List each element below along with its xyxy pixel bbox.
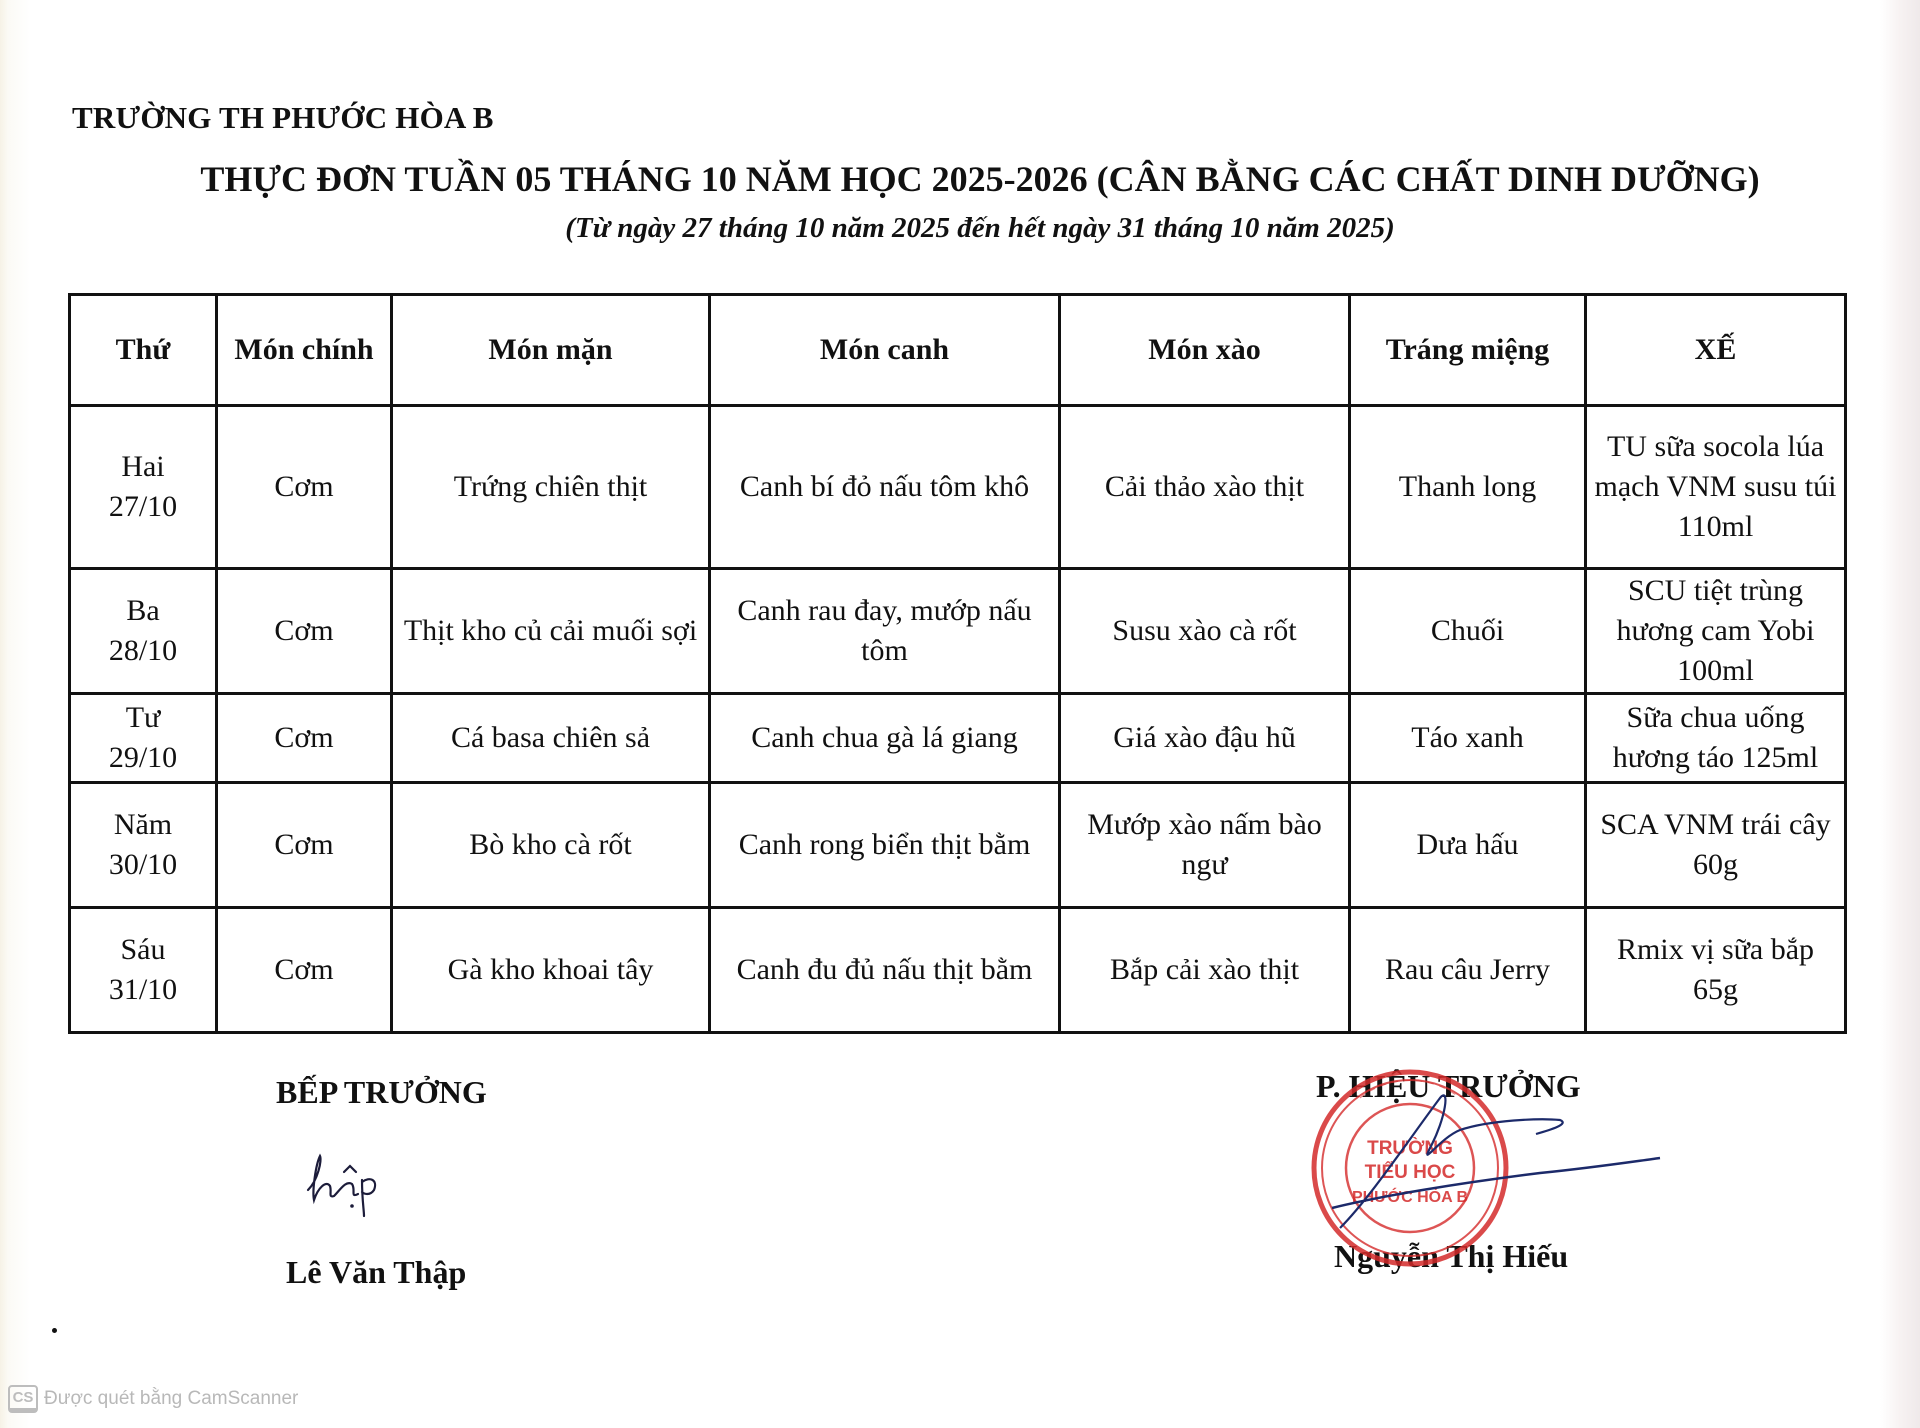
day-name: Năm [113,808,173,841]
stir-fry-cell: Giá xào đậu hũ [1060,694,1350,783]
day-cell [70,783,217,908]
main-dish-cell: Cơm [217,783,392,908]
column-header-savory-dish: Món mặn [392,295,710,406]
savory-dish-cell: Gà kho khoai tây [392,908,710,1033]
day-date: 28/10 [108,634,178,667]
column-header-main-dish: Món chính [217,295,392,406]
soup-cell: Canh đu đủ nấu thịt bằm [710,908,1060,1033]
stir-fry-cell: Bắp cải xào thịt [1060,908,1350,1033]
soup-cell: Canh bí đỏ nấu tôm khô [710,406,1060,569]
day-cell [70,406,217,569]
scan-speck [52,1328,57,1333]
column-header-dessert: Tráng miệng [1350,295,1586,406]
snack-cell: SCU tiệt trùng hương cam Yobi 100ml [1586,569,1846,694]
column-header-stir-fry: Món xào [1060,295,1350,406]
watermark-text: Được quét bằng CamScanner [44,1388,299,1409]
main-dish-cell: Cơm [217,908,392,1033]
main-dish-cell: Cơm [217,569,392,694]
column-header-snack: XẾ [1586,295,1846,406]
day-cell [70,908,217,1033]
stir-fry-cell: Susu xào cà rốt [1060,569,1350,694]
table-header-row [70,295,1846,406]
main-dish-cell: Cơm [217,694,392,783]
stir-fry-cell: Cải thảo xào thịt [1060,406,1350,569]
head-chef-title: BẾP TRƯỞNG [276,1074,487,1110]
camscanner-logo-icon: CS [8,1385,38,1413]
savory-dish-cell: Thịt kho củ cải muối sợi [392,569,710,694]
camscanner-watermark [8,1385,298,1413]
day-name: Tư [125,701,161,734]
date-range-subtitle: (Từ ngày 27 tháng 10 năm 2025 đến hết ngày 31 tháng 10 năm 2025) [565,212,1395,244]
dessert-cell: Thanh long [1350,406,1586,569]
school-name: TRƯỜNG TH PHƯỚC HÒA B [72,100,494,135]
day-name: Sáu [120,933,166,966]
red-seal-stamp-icon [1300,1058,1680,1278]
svg-text:TRƯỜNG: TRƯỜNG [1367,1138,1453,1159]
head-chef-signature [300,1150,410,1245]
savory-dish-cell: Bò kho cà rốt [392,783,710,908]
stir-fry-cell: Mướp xào nấm bào ngư [1060,783,1350,908]
dessert-cell: Táo xanh [1350,694,1586,783]
day-date: 30/10 [108,848,178,881]
soup-cell: Canh rong biển thịt bằm [710,783,1060,908]
weekly-menu-table [68,293,1847,1034]
snack-cell: TU sữa socola lúa mạch VNM susu túi 110ml [1586,406,1846,569]
day-name: Ba [126,594,160,627]
table-row [70,908,1846,1033]
main-dish-cell: Cơm [217,406,392,569]
head-chef-name: Lê Văn Thập [286,1254,467,1290]
column-header-day: Thứ [70,295,217,406]
dessert-cell: Dưa hấu [1350,783,1586,908]
dessert-cell: Chuối [1350,569,1586,694]
day-name: Hai [121,450,165,483]
day-date: 29/10 [108,741,178,774]
snack-cell: SCA VNM trái cây 60g [1586,783,1846,908]
soup-cell: Canh rau đay, mướp nấu tôm [710,569,1060,694]
day-date: 27/10 [108,490,178,523]
savory-dish-cell: Cá basa chiên sả [392,694,710,783]
day-date: 31/10 [108,973,178,1006]
snack-cell: Rmix vị sữa bắp 65g [1586,908,1846,1033]
day-cell [70,694,217,783]
soup-cell: Canh chua gà lá giang [710,694,1060,783]
day-cell [70,569,217,694]
column-header-soup: Món canh [710,295,1060,406]
document-title: THỰC ĐƠN TUẦN 05 THÁNG 10 NĂM HỌC 2025-2026 (CÂN BẰNG CÁC CHẤT DINH DƯỠNG) [200,159,1760,199]
savory-dish-cell: Trứng chiên thịt [392,406,710,569]
svg-text:PHƯỚC HÒA B: PHƯỚC HÒA B [1351,1189,1469,1206]
table-row [70,783,1846,908]
table-row [70,694,1846,783]
school-stamp [1300,1058,1680,1283]
snack-cell: Sữa chua uống hương táo 125ml [1586,694,1846,783]
svg-text:TIỂU HỌC: TIỂU HỌC [1364,1162,1456,1183]
table-row [70,569,1846,694]
table-row [70,406,1846,569]
handwritten-signature-icon [300,1150,410,1240]
vice-principal-title: P. HIỆU TRƯỞNG [1316,1068,1581,1104]
vice-principal-name: Nguyễn Thị Hiếu [1334,1238,1569,1274]
dessert-cell: Rau câu Jerry [1350,908,1586,1033]
